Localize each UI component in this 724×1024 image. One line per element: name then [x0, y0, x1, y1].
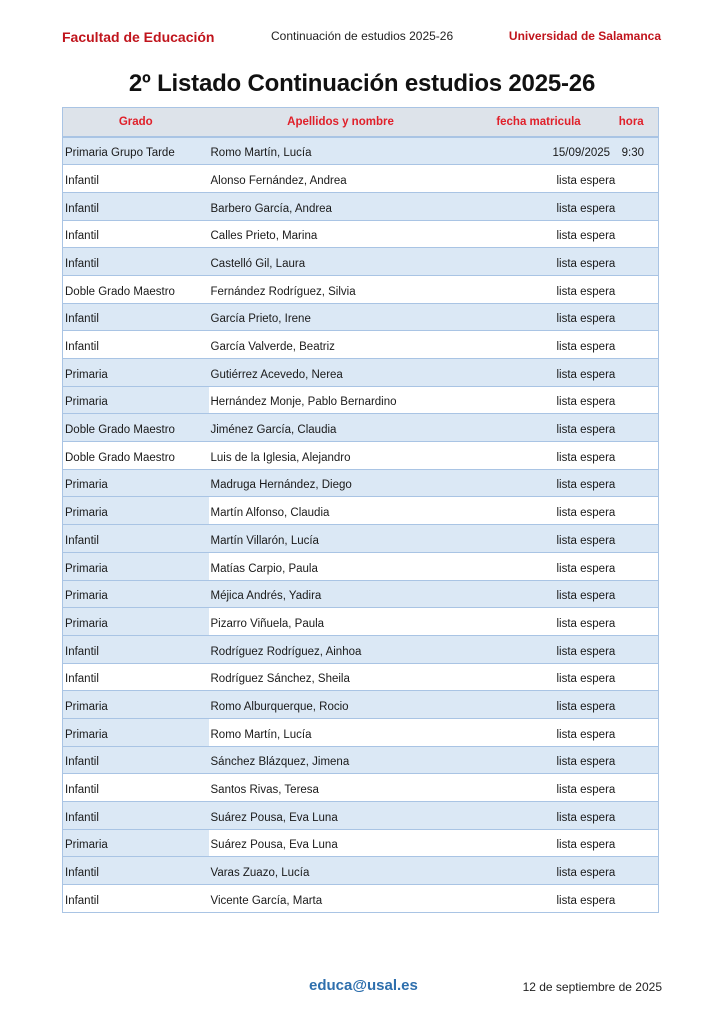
cell-fecha: lista espera: [473, 359, 605, 387]
table-header-row: [63, 108, 659, 138]
cell-fecha: lista espera: [473, 746, 605, 774]
cell-grado: Doble Grado Maestro: [63, 414, 209, 442]
cell-fecha: lista espera: [473, 608, 605, 636]
cell-nombre: Sánchez Blázquez, Jimena: [209, 746, 473, 774]
cell-grado: Primaria: [63, 359, 209, 387]
cell-nombre: Gutiérrez Acevedo, Nerea: [209, 359, 473, 387]
table-row: [63, 802, 659, 830]
cell-grado: Primaria: [63, 469, 209, 497]
cell-grado: Primaria: [63, 691, 209, 719]
cell-nombre: Varas Zuazo, Lucía: [209, 857, 473, 885]
cell-grado: Primaria: [63, 829, 209, 857]
cell-fecha: lista espera: [473, 442, 605, 470]
cell-grado: Primaria: [63, 386, 209, 414]
table-row: [63, 497, 659, 525]
table-row: [63, 746, 659, 774]
cell-fecha: lista espera: [473, 802, 605, 830]
cell-grado: Infantil: [63, 857, 209, 885]
cell-nombre: García Prieto, Irene: [209, 303, 473, 331]
column-header-fecha: fecha matricula: [473, 108, 605, 138]
cell-grado: Infantil: [63, 165, 209, 193]
table-row: [63, 774, 659, 802]
cell-grado: Doble Grado Maestro: [63, 275, 209, 303]
cell-nombre: Pizarro Viñuela, Paula: [209, 608, 473, 636]
table-row: [63, 248, 659, 276]
cell-grado: Infantil: [63, 525, 209, 553]
cell-fecha: lista espera: [473, 469, 605, 497]
cell-grado: Primaria: [63, 608, 209, 636]
cell-fecha: lista espera: [473, 386, 605, 414]
cell-grado: Primaria: [63, 580, 209, 608]
enrollment-table: [62, 107, 659, 913]
cell-grado: Infantil: [63, 635, 209, 663]
cell-fecha: lista espera: [473, 525, 605, 553]
cell-hora: 9:30: [605, 137, 659, 165]
table-row: [63, 525, 659, 553]
cell-grado: Infantil: [63, 746, 209, 774]
cell-nombre: Martín Alfonso, Claudia: [209, 497, 473, 525]
table-row: [63, 414, 659, 442]
cell-grado: Primaria: [63, 497, 209, 525]
cell-fecha: lista espera: [473, 414, 605, 442]
document-date: 12 de septiembre de 2025: [522, 980, 662, 994]
cell-grado: Infantil: [63, 303, 209, 331]
cell-nombre: Romo Martín, Lucía: [209, 718, 473, 746]
table-row: [63, 442, 659, 470]
table-row: [63, 165, 659, 193]
cell-grado: Infantil: [63, 774, 209, 802]
university-name: Universidad de Salamanca: [508, 29, 661, 43]
faculty-name: Facultad de Educación: [62, 29, 215, 45]
cell-nombre: Méjica Andrés, Yadira: [209, 580, 473, 608]
cell-fecha: lista espera: [473, 829, 605, 857]
cell-fecha: lista espera: [473, 275, 605, 303]
table-row: [63, 331, 659, 359]
table-row: [63, 635, 659, 663]
table-row: [63, 718, 659, 746]
cell-grado: Infantil: [63, 220, 209, 248]
cell-fecha: lista espera: [473, 691, 605, 719]
cell-fecha: lista espera: [473, 885, 605, 913]
table-row: [63, 608, 659, 636]
cell-grado: Infantil: [63, 331, 209, 359]
cell-fecha: lista espera: [473, 857, 605, 885]
table-row: [63, 220, 659, 248]
contact-email[interactable]: educa@usal.es: [309, 977, 418, 994]
cell-fecha: lista espera: [473, 718, 605, 746]
cell-nombre: Calles Prieto, Marina: [209, 220, 473, 248]
cell-fecha: lista espera: [473, 774, 605, 802]
table-row: [63, 192, 659, 220]
table-row: [63, 885, 659, 913]
cell-grado: Infantil: [63, 663, 209, 691]
cell-nombre: Vicente García, Marta: [209, 885, 473, 913]
cell-nombre: Luis de la Iglesia, Alejandro: [209, 442, 473, 470]
table-row: [63, 359, 659, 387]
cell-grado: Primaria: [63, 552, 209, 580]
table-row: [63, 691, 659, 719]
cell-nombre: Santos Rivas, Teresa: [209, 774, 473, 802]
cell-fecha: lista espera: [473, 248, 605, 276]
cell-fecha: lista espera: [473, 303, 605, 331]
cell-nombre: Romo Martín, Lucía: [209, 137, 473, 165]
table-row: [63, 829, 659, 857]
cell-nombre: Castelló Gil, Laura: [209, 248, 473, 276]
cell-fecha: lista espera: [473, 497, 605, 525]
cell-grado: Primaria Grupo Tarde: [63, 137, 209, 165]
table-row: [63, 580, 659, 608]
cell-grado: Infantil: [63, 885, 209, 913]
cell-fecha: lista espera: [473, 552, 605, 580]
cell-fecha: lista espera: [473, 331, 605, 359]
column-header-grado: Grado: [63, 108, 209, 138]
cell-nombre: Barbero García, Andrea: [209, 192, 473, 220]
cell-fecha: 15/09/2025: [473, 137, 605, 165]
table-row: [63, 552, 659, 580]
table-row: [63, 663, 659, 691]
cell-grado: Infantil: [63, 192, 209, 220]
table-body: [63, 137, 659, 912]
cell-fecha: lista espera: [473, 165, 605, 193]
cell-fecha: lista espera: [473, 192, 605, 220]
column-header-hora: hora: [605, 108, 659, 138]
cell-nombre: García Valverde, Beatriz: [209, 331, 473, 359]
column-header-nombre: Apellidos y nombre: [209, 108, 473, 138]
cell-nombre: Hernández Monje, Pablo Bernardino: [209, 386, 473, 414]
table-row: [63, 386, 659, 414]
table-row: [63, 137, 659, 165]
table-row: [63, 857, 659, 885]
table-row: [63, 469, 659, 497]
cell-nombre: Madruga Hernández, Diego: [209, 469, 473, 497]
cell-nombre: Jiménez García, Claudia: [209, 414, 473, 442]
document-subject: Continuación de estudios 2025-26: [271, 29, 454, 43]
table-row: [63, 275, 659, 303]
cell-grado: Doble Grado Maestro: [63, 442, 209, 470]
cell-nombre: Romo Alburquerque, Rocio: [209, 691, 473, 719]
cell-nombre: Rodríguez Rodríguez, Ainhoa: [209, 635, 473, 663]
cell-nombre: Suárez Pousa, Eva Luna: [209, 802, 473, 830]
cell-grado: Infantil: [63, 248, 209, 276]
cell-nombre: Martín Villarón, Lucía: [209, 525, 473, 553]
table-row: [63, 303, 659, 331]
cell-grado: Primaria: [63, 718, 209, 746]
page-title: 2º Listado Continuación estudios 2025-26: [128, 70, 596, 97]
cell-grado: Infantil: [63, 802, 209, 830]
cell-fecha: lista espera: [473, 580, 605, 608]
cell-fecha: lista espera: [473, 663, 605, 691]
cell-nombre: Matías Carpio, Paula: [209, 552, 473, 580]
cell-fecha: lista espera: [473, 635, 605, 663]
cell-nombre: Rodríguez Sánchez, Sheila: [209, 663, 473, 691]
cell-nombre: Alonso Fernández, Andrea: [209, 165, 473, 193]
cell-fecha: lista espera: [473, 220, 605, 248]
cell-nombre: Suárez Pousa, Eva Luna: [209, 829, 473, 857]
cell-nombre: Fernández Rodríguez, Silvia: [209, 275, 473, 303]
